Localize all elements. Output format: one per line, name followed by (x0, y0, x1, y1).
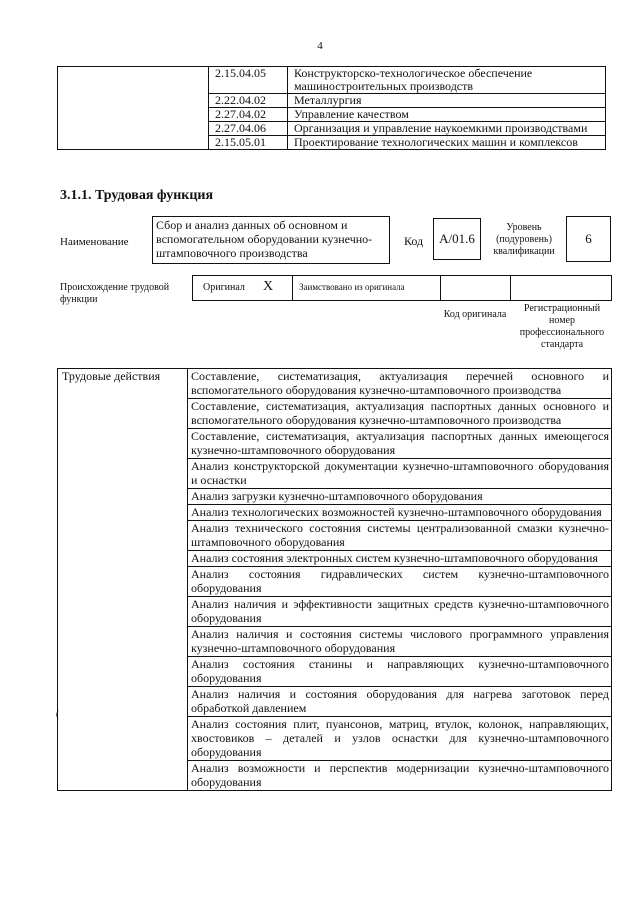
section-title: 3.1.1. Трудовая функция (60, 188, 214, 203)
labor-action-item: Составление, систематизация, актуализация паспортных данных имеющегося кузнечно-штамповочного оборудования (188, 429, 612, 459)
function-name-value: Сбор и анализ данных об основном и вспомогательном оборудовании кузнечно-штамповочного производства (156, 218, 373, 260)
level-value: 6 (585, 231, 592, 246)
labor-actions-header: Трудовые действия (58, 369, 188, 791)
education-codes-table (57, 66, 606, 150)
margin-mark: ( (56, 709, 59, 719)
labor-action-item: Анализ наличия и эффективности защитных средств кузнечно-штамповочного оборудования (188, 597, 612, 627)
reg-number-caption: Регистрационный номер профессионального стандарта (519, 303, 605, 350)
labor-action-item: Анализ возможности и перспектив модернизации кузнечно-штамповочного оборудования (188, 761, 612, 791)
labor-action-item: Анализ конструкторской документации кузнечно-штамповочного оборудования и оснастки (188, 459, 612, 489)
origin-label: Происхождение трудовой функции (60, 282, 170, 305)
function-code-value: A/01.6 (439, 231, 475, 246)
labor-action-item: Анализ загрузки кузнечно-штамповочного оборудования (188, 489, 612, 505)
level-box (566, 216, 611, 262)
code-name-cell: Управление качеством (288, 108, 606, 122)
level-label: Уровень (подуровень) квалификации (493, 222, 555, 257)
name-label: Наименование (60, 236, 129, 248)
labor-action-item: Анализ состояния электронных систем кузнечно-штамповочного оборудования (188, 551, 612, 567)
original-mark: X (263, 279, 274, 294)
labor-action-item: Анализ технического состояния системы централизованной смазки кузнечно-штамповочного оборудования (188, 521, 612, 551)
labor-action-item: Составление, систематизация, актуализация паспортных данных основного и вспомогательного оборудования кузнечно-штамповочного производства (188, 399, 612, 429)
labor-action-item: Анализ наличия и состояния системы числового программного управления кузнечно-штамповочного оборудования (188, 627, 612, 657)
blank-cell (58, 67, 209, 150)
labor-action-item: Анализ состояния гидравлических систем кузнечно-штамповочного оборудования (188, 567, 612, 597)
page-number: 4 (317, 40, 323, 52)
code-cell: 2.15.04.05 (209, 67, 288, 94)
labor-actions-body (58, 369, 612, 791)
reg-number-cell (511, 276, 611, 300)
borrowed-cell (293, 276, 441, 300)
code-name-cell: Металлургия (288, 94, 606, 108)
original-label: Оригинал (203, 282, 245, 293)
function-name-box (152, 216, 390, 264)
function-code-box (433, 218, 481, 260)
borrowed-label: Заимствовано из оригинала (299, 282, 405, 292)
code-name-cell: Организация и управление наукоемкими производствами (288, 122, 606, 136)
code-cell: 2.15.05.01 (209, 136, 288, 150)
orig-code-cell (441, 276, 511, 300)
code-cell: 2.27.04.06 (209, 122, 288, 136)
education-codes-body (58, 67, 606, 150)
code-name-cell: Проектирование технологических машин и комплексов (288, 136, 606, 150)
labor-action-item: Составление, систематизация, актуализация перечней основного и вспомогательного оборудования кузнечно-штамповочного производства (188, 369, 612, 399)
labor-action-item: Анализ технологических возможностей кузнечно-штамповочного оборудования (188, 505, 612, 521)
labor-action-item: Анализ состояния станины и направляющих кузнечно-штамповочного оборудования (188, 657, 612, 687)
code-cell: 2.27.04.02 (209, 108, 288, 122)
origin-row (192, 275, 612, 301)
labor-action-item: Анализ наличия и состояния оборудования для нагрева заготовок перед обработкой давлением (188, 687, 612, 717)
orig-code-caption: Код оригинала (443, 309, 507, 320)
code-label: Код (404, 234, 424, 248)
labor-actions-table (57, 368, 612, 791)
code-cell: 2.22.04.02 (209, 94, 288, 108)
labor-action-item: Анализ состояния плит, пуансонов, матриц, втулок, колонок, направляющих, хвостовиков – деталей и узлов оснастки для кузнечно-штамповочного оборудования (188, 717, 612, 761)
code-row (58, 67, 606, 94)
labor-action-row (58, 369, 612, 399)
code-name-cell: Конструкторско-технологическое обеспечение машиностроительных производств (288, 67, 606, 94)
original-cell (193, 276, 293, 300)
